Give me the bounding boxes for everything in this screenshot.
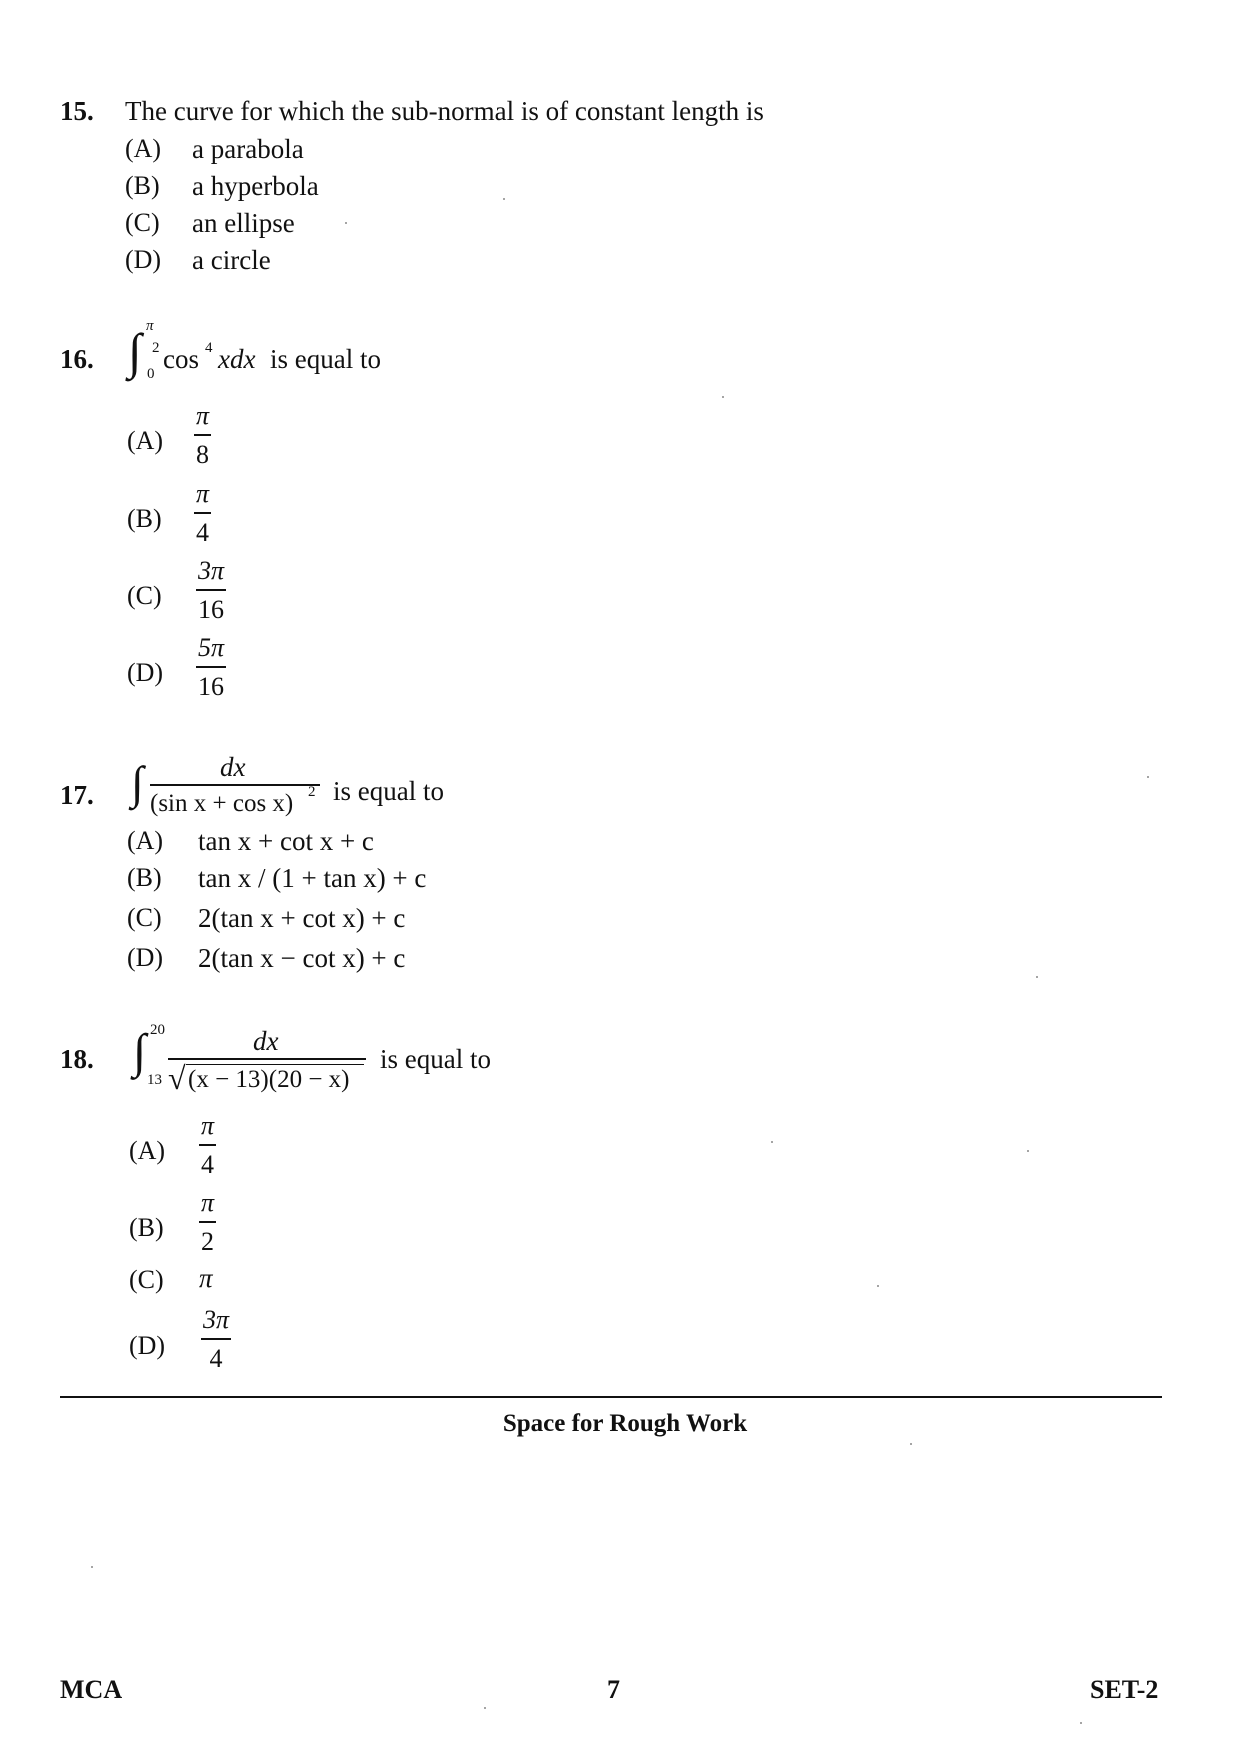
- option-label: (D): [129, 1331, 166, 1360]
- option-label: (B): [127, 504, 162, 533]
- option-fraction: [196, 558, 226, 623]
- footer-set: SET-2: [1090, 1675, 1159, 1704]
- option-label: (D): [125, 245, 162, 274]
- scan-speck: [1080, 1722, 1082, 1724]
- option-fraction: [199, 1113, 216, 1178]
- option-label: (C): [127, 581, 162, 610]
- scan-speck: [877, 1285, 879, 1287]
- integral-upper-limit-denominator: 2: [152, 340, 160, 356]
- fraction-numerator: π: [201, 1111, 215, 1140]
- integral-upper-limit: 20: [150, 1022, 165, 1038]
- fraction-numerator: π: [196, 401, 210, 430]
- fraction-denominator: 16: [198, 595, 225, 624]
- fraction-numerator: π: [196, 479, 210, 508]
- option-text: π: [199, 1263, 213, 1293]
- option-text: tan x / (1 + tan x) + c: [198, 863, 427, 893]
- integrand-numerator: dx: [220, 752, 246, 782]
- denominator-power: 2: [308, 784, 316, 800]
- question-number: 18.: [60, 1044, 94, 1074]
- fraction-bar: [199, 1144, 216, 1146]
- page-number: 7: [607, 1675, 620, 1704]
- fraction-numerator: 3π: [203, 1305, 230, 1334]
- scan-speck: [1027, 1150, 1029, 1152]
- section-divider: [60, 1396, 1162, 1398]
- option-text: a circle: [192, 245, 271, 275]
- integrand-denominator: (sin x + cos x): [150, 790, 294, 817]
- fraction-denominator: 4: [196, 518, 210, 547]
- scan-speck: [910, 1443, 912, 1445]
- integrand: cos: [163, 344, 199, 374]
- option-label: (C): [127, 903, 162, 932]
- scan-speck: [484, 1707, 486, 1709]
- fraction-bar: [196, 589, 226, 591]
- fraction-bar: [199, 1221, 216, 1223]
- scan-speck: [1036, 976, 1038, 978]
- scan-speck: [771, 1141, 773, 1143]
- question-number: 17.: [60, 780, 94, 810]
- option-text: tan x + cot x + c: [198, 826, 374, 856]
- integral-lower-limit: 13: [147, 1072, 162, 1088]
- scan-speck: [345, 222, 347, 224]
- option-label: (D): [127, 658, 164, 687]
- scan-speck: [91, 1566, 93, 1568]
- integral-upper-limit: π: [146, 318, 154, 334]
- question-text: is equal to: [270, 344, 381, 374]
- option-fraction: [194, 481, 211, 546]
- option-fraction: [199, 1190, 216, 1255]
- option-label: (B): [129, 1213, 164, 1242]
- integrand-power: 4: [205, 340, 213, 356]
- option-text: 2(tan x + cot x) + c: [198, 903, 406, 933]
- question-number: 16.: [60, 344, 94, 374]
- scan-speck: [503, 198, 505, 200]
- option-text: a parabola: [192, 134, 304, 164]
- integrand-denominator: (x − 13)(20 − x): [188, 1066, 350, 1093]
- fraction-numerator: 3π: [198, 556, 225, 585]
- question-number: 15.: [60, 96, 94, 126]
- option-fraction: [196, 635, 226, 700]
- rough-work-label: Space for Rough Work: [502, 1410, 748, 1437]
- rough-work-row: [0, 1410, 1240, 1438]
- question-text: The curve for which the sub-normal is of constant length is: [125, 96, 764, 126]
- integrand-variable: xdx: [218, 344, 256, 374]
- fraction-denominator: 4: [201, 1150, 215, 1179]
- footer-course: MCA: [60, 1675, 123, 1704]
- integrand-numerator: dx: [253, 1026, 279, 1056]
- integral-sign: ∫: [128, 323, 142, 379]
- option-text: an ellipse: [192, 208, 295, 238]
- fraction-denominator: 2: [201, 1227, 215, 1256]
- scan-speck: [1147, 776, 1149, 778]
- fraction-bar: [201, 1338, 231, 1340]
- option-label: (C): [129, 1265, 164, 1294]
- fraction-numerator: 5π: [198, 633, 225, 662]
- integral-sign: ∫: [133, 1025, 147, 1078]
- option-label: (A): [125, 134, 162, 163]
- option-label: (A): [127, 426, 164, 455]
- option-label: (C): [125, 208, 160, 237]
- option-label: (A): [127, 826, 164, 855]
- fraction-bar: [194, 512, 211, 514]
- square-root-sign: √: [168, 1060, 186, 1096]
- option-fraction: [201, 1307, 231, 1372]
- fraction-bar: [194, 434, 211, 436]
- option-label: (B): [127, 863, 162, 892]
- square-root-overline: [186, 1064, 364, 1065]
- fraction-bar: [168, 1058, 366, 1060]
- option-fraction: [194, 403, 211, 468]
- question-text: is equal to: [333, 776, 444, 806]
- fraction-bar: [196, 666, 226, 668]
- question-text: is equal to: [380, 1044, 491, 1074]
- option-text: a hyperbola: [192, 171, 319, 201]
- option-label: (D): [127, 943, 164, 972]
- fraction-bar: [150, 784, 320, 786]
- fraction-denominator: 4: [209, 1344, 223, 1373]
- option-label: (A): [129, 1136, 166, 1165]
- fraction-numerator: π: [201, 1188, 215, 1217]
- option-text: 2(tan x − cot x) + c: [198, 943, 406, 973]
- scan-speck: [722, 396, 724, 398]
- integral-lower-limit: 0: [147, 366, 155, 382]
- integral-sign: ∫: [131, 757, 144, 808]
- option-label: (B): [125, 171, 160, 200]
- fraction-denominator: 16: [198, 672, 225, 701]
- fraction-denominator: 8: [196, 440, 210, 469]
